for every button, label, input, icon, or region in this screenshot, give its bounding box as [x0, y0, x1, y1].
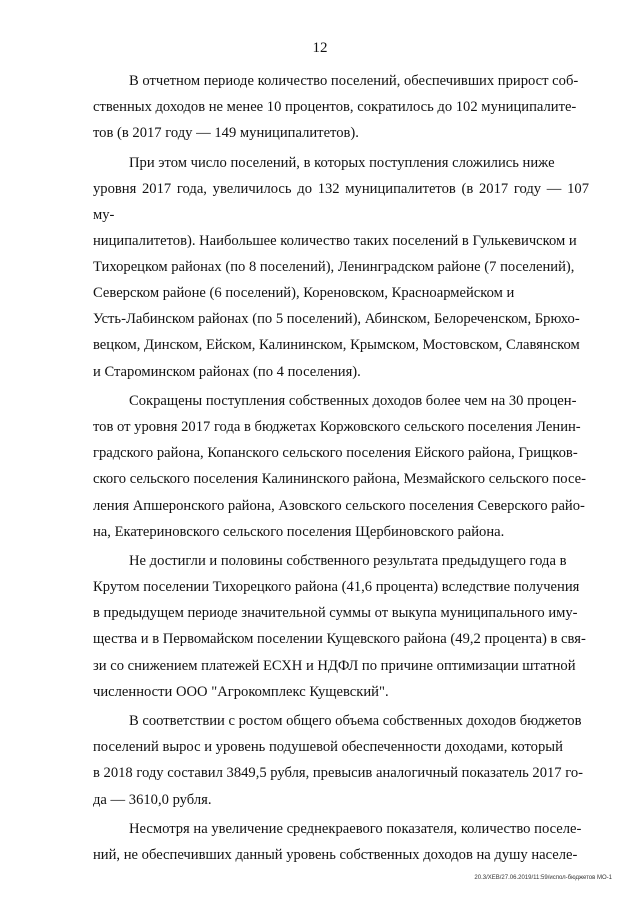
- page-number: 12: [312, 40, 328, 56]
- paragraph-less-than-half-result: Не достигли и половины собственного результата предыдущего года в Крутом поселении Тихорецкого района (41,6 процента) вследствие получения в предыдущем периоде значительной суммы от выкупа муниципального иму- щества и в Первомайском поселении Кущевского района (49,2 процента) в свя- зи со снижением платежей ЕСХН и НДФЛ по причине оптимизации штатной численности ООО "Агрокомплекс Кущевский".: [93, 553, 586, 700]
- paragraph-settlements-below-2017: При этом число поселений, в которых поступления сложились ниже уровня 2017 года, увеличилось до 132 муниципалитетов (в 2017 году — 107 му- ниципалитетов). Наибольшее количество таких поселений в Гулькевичском и Тихорецком районах (по 8 поселений), Ленинградском районе (7 поселений), Северском районе (6 поселений), Кореновском, Красноармейском и Усть-Лабинском районах (по 5 поселений), Абинском, Белореченском, Брюхо- вецком, Динском, Ейском, Калининском, Крымском, Мостовском, Славянском и Староминском районах (по 4 поселения).: [93, 154, 589, 380]
- footer-document-code: 20.3/ХЕВ/27.06.2019/11:59/испол-бюджетов МО-1: [474, 875, 612, 881]
- document-body: [93, 68, 589, 872]
- paragraph-settlements-income-growth: В отчетном периоде количество поселений, обеспечивших прирост соб- ственных доходов не менее 10 процентов, сократилось до 102 муниципалите- тов (в 2017 году — 149 муниципалитетов).: [93, 73, 579, 142]
- paragraph-per-capita-income: В соответствии с ростом общего объема собственных доходов бюджетов поселений вырос и уровень подушевой обеспеченности доходами, который в 2018 году составил 3849,5 рубля, превысив аналогичный показатель 2017 го- да — 3610,0 рубля.: [93, 713, 584, 808]
- paragraph-average-indicator: Несмотря на увеличение среднекраевого показателя, количество поселе- ний, не обеспечивших данный уровень собственных доходов на душу населе-: [93, 821, 582, 864]
- paragraph-income-reduced-30-percent: Сокращены поступления собственных доходов более чем на 30 процен- тов от уровня 2017 года в бюджетах Коржовского сельского поселения Ленин- градского района, Копанского сельского поселения Ейского района, Грищков- ского сельского поселения Калининского района, Мезмайского сельского посе- ления Апшеронского района, Азовского сельского поселения Северского райо- на, Екатериновского сельского поселения Щербиновского района.: [93, 393, 586, 540]
